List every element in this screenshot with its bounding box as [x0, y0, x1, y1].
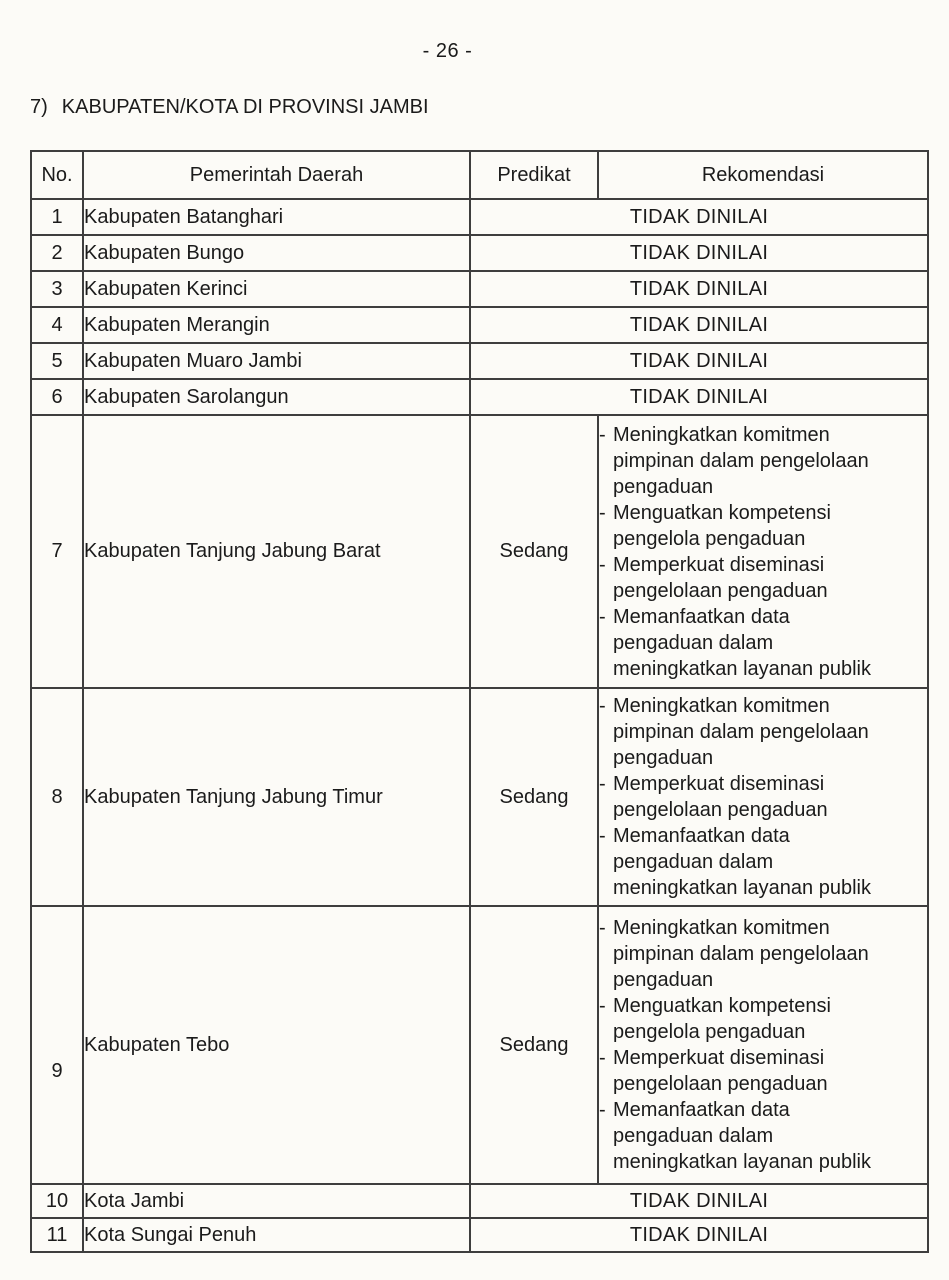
bullet-dash: - [599, 1099, 606, 1121]
recommendation-text: Meningkatkan komitmen pimpinan dalam pengelolaan pengaduan [613, 695, 869, 769]
region-name-cell: Kota Sungai Penuh [83, 1218, 470, 1252]
status-cell: TIDAK DINILAI [470, 235, 928, 271]
bullet-dash: - [599, 1047, 606, 1069]
region-name-cell: Kabupaten Muaro Jambi [83, 343, 470, 379]
region-name-cell: Kabupaten Merangin [83, 307, 470, 343]
col-header-rekomendasi: Rekomendasi [598, 151, 928, 199]
table-row [31, 415, 928, 688]
recommendation-item [599, 604, 927, 682]
row-number: 3 [51, 277, 63, 300]
region-name-cell: Kabupaten Kerinci [83, 271, 470, 307]
table-row [31, 1218, 928, 1252]
status-cell: TIDAK DINILAI [470, 271, 928, 307]
bullet-dash: - [599, 553, 606, 576]
row-number: 6 [51, 385, 63, 408]
assessment-table [30, 150, 929, 1253]
predikat-cell: Sedang [470, 906, 598, 1184]
table-row [31, 271, 928, 307]
recommendation-text: Memperkuat diseminasi pengelolaan pengaduan [613, 773, 828, 821]
row-number-cell [31, 415, 83, 688]
table-row [31, 307, 928, 343]
status-cell: TIDAK DINILAI [470, 343, 928, 379]
row-number: 1 [51, 205, 63, 228]
col-header-no: No. [31, 151, 83, 199]
table-header-row [31, 151, 928, 199]
row-number: 2 [51, 241, 63, 264]
region-name-cell: Kabupaten Tebo [83, 906, 470, 1184]
predikat-cell: Sedang [470, 415, 598, 688]
bullet-dash: - [599, 423, 606, 446]
status-cell: TIDAK DINILAI [470, 1184, 928, 1218]
recommendation-list [598, 415, 928, 688]
row-number-cell [31, 235, 83, 271]
row-number: 11 [46, 1223, 68, 1246]
region-name-cell: Kabupaten Tanjung Jabung Barat [83, 415, 470, 688]
col-header-predikat: Predikat [470, 151, 598, 199]
bullet-dash: - [599, 825, 606, 847]
table-row [31, 343, 928, 379]
recommendation-text: Meningkatkan komitmen pimpinan dalam pengelolaan pengaduan [613, 423, 869, 498]
bullet-dash: - [599, 501, 606, 524]
table-row [31, 906, 928, 1184]
recommendation-item [599, 693, 927, 771]
row-number: 4 [51, 313, 63, 336]
status-cell: TIDAK DINILAI [470, 379, 928, 415]
region-name-cell: Kabupaten Tanjung Jabung Timur [83, 688, 470, 906]
row-number-cell [31, 307, 83, 343]
region-name-cell: Kabupaten Sarolangun [83, 379, 470, 415]
row-number: 5 [51, 349, 63, 372]
recommendation-text: Menguatkan kompetensi pengelola pengaduan [613, 501, 831, 550]
recommendation-list [598, 688, 928, 906]
recommendation-item [599, 771, 927, 823]
row-number-cell [31, 1218, 83, 1252]
section-title-text: KABUPATEN/KOTA DI PROVINSI JAMBI [61, 96, 429, 118]
bullet-dash: - [599, 995, 606, 1017]
row-number: 9 [51, 1059, 63, 1082]
bullet-dash: - [599, 605, 606, 628]
row-number-cell [31, 343, 83, 379]
table-row [31, 235, 928, 271]
row-number-cell [31, 199, 83, 235]
recommendation-text: Memanfaatkan data pengaduan dalam meningkatkan layanan publik [613, 605, 871, 680]
section-title [30, 96, 949, 119]
region-name-cell: Kota Jambi [83, 1184, 470, 1218]
bullet-dash: - [599, 917, 606, 939]
recommendation-text: Memanfaatkan data pengaduan dalam meningkatkan layanan publik [613, 1099, 871, 1173]
section-number: 7) [30, 96, 48, 118]
table-row [31, 199, 928, 235]
recommendation-text: Memperkuat diseminasi pengelolaan pengaduan [613, 553, 828, 602]
row-number-cell [31, 1184, 83, 1218]
row-number: 10 [45, 1189, 69, 1212]
bullet-dash: - [599, 695, 606, 717]
recommendation-text: Meningkatkan komitmen pimpinan dalam pengelolaan pengaduan [613, 917, 869, 991]
table-row [31, 688, 928, 906]
row-number-cell [31, 379, 83, 415]
page-number: - 26 - [422, 40, 473, 62]
row-number-cell [31, 688, 83, 906]
table-row [31, 1184, 928, 1218]
col-header-pemerintah-daerah: Pemerintah Daerah [83, 151, 470, 199]
recommendation-item [599, 1097, 927, 1175]
region-name-cell: Kabupaten Batanghari [83, 199, 470, 235]
recommendation-text: Memperkuat diseminasi pengelolaan pengaduan [613, 1047, 828, 1095]
recommendation-text: Memanfaatkan data pengaduan dalam meningkatkan layanan publik [613, 825, 871, 899]
recommendation-item [599, 915, 927, 993]
recommendation-item [599, 422, 927, 500]
row-number-cell [31, 271, 83, 307]
recommendation-item [599, 993, 927, 1045]
bullet-dash: - [599, 773, 606, 795]
recommendation-text: Menguatkan kompetensi pengelola pengaduan [613, 995, 831, 1043]
table-row [31, 379, 928, 415]
row-number-cell [31, 906, 83, 1184]
row-number: 8 [51, 785, 63, 808]
status-cell: TIDAK DINILAI [470, 307, 928, 343]
recommendation-item [599, 823, 927, 901]
status-cell: TIDAK DINILAI [470, 1218, 928, 1252]
recommendation-item [599, 500, 927, 552]
predikat-cell: Sedang [470, 688, 598, 906]
status-cell: TIDAK DINILAI [470, 199, 928, 235]
recommendation-item [599, 552, 927, 604]
recommendation-list [598, 906, 928, 1184]
region-name-cell: Kabupaten Bungo [83, 235, 470, 271]
row-number: 7 [51, 540, 63, 562]
recommendation-item [599, 1045, 927, 1097]
